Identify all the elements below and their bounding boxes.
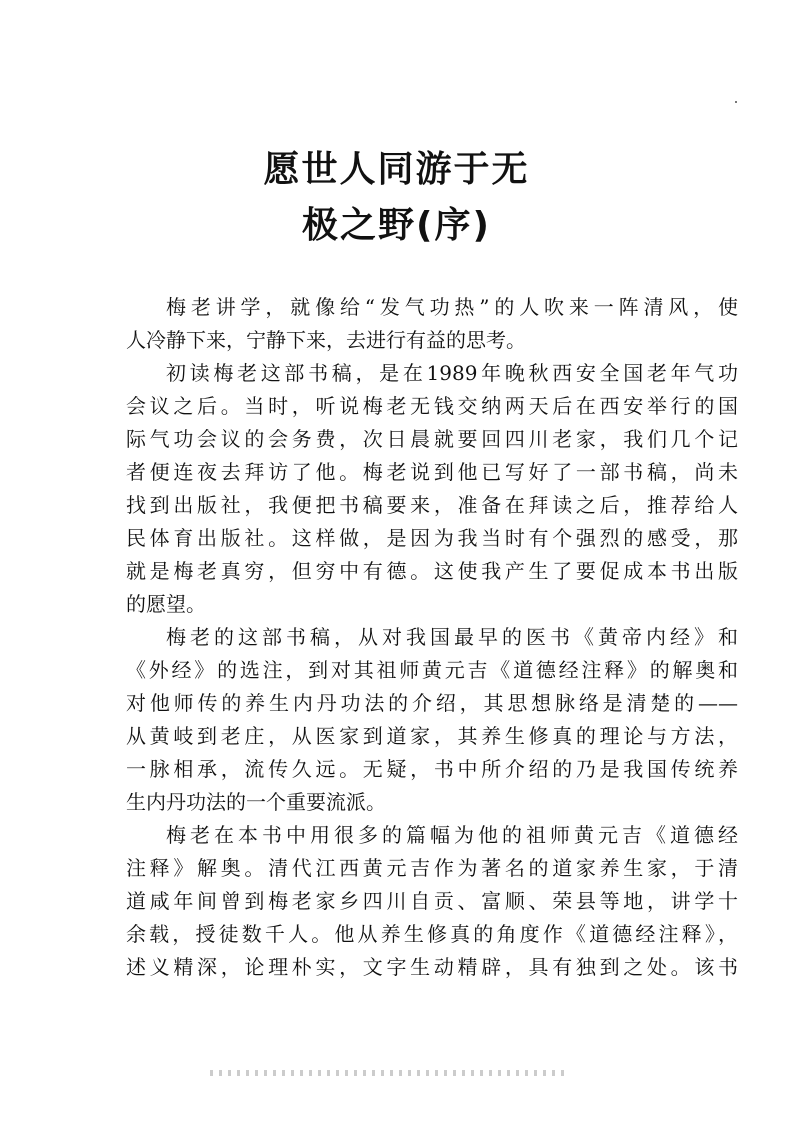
text-line: 民体育出版社。这样做，是因为我当时有个强烈的感受，那 [126,526,738,550]
text-line: 从黄岐到老庄，从医家到道家，其养生修真的理论与方法， [126,724,738,748]
body-text [126,291,738,984]
page-title-line-1: 愿世人同游于无 [263,149,530,190]
text-line: 对他师传的养生内丹功法的介绍，其思想脉络是清楚的—— [126,691,738,715]
text-line: 梅老在本书中用很多的篇幅为他的祖师黄元吉《道德经 [166,823,738,847]
text-line: 生内丹功法的一个重要流派。 [126,790,386,814]
text-line: 者便连夜去拜访了他。梅老说到他已写好了一部书稿，尚未 [126,460,738,484]
text-line: 余载，授徒数千人。他从养生修真的角度作《道德经注释》， [126,922,738,946]
text-line: 的愿望。 [126,592,206,616]
page-title-line-2: 极之野(序) [302,205,491,246]
text-line: 道咸年间曾到梅老家乡四川自贡、富顺、荣县等地，讲学十 [126,889,738,913]
text-line: 梅老讲学，就像给“发气功热”的人吹来一阵清风，使 [166,295,738,319]
text-line: 梅老的这部书稿，从对我国最早的医书《黄帝内经》和 [166,625,738,649]
scan-speck [735,101,737,103]
text-line: 就是梅老真穷，但穷中有德。这使我产生了要促成本书出版 [126,559,738,583]
text-line: 述义精深，论理朴实，文字生动精辟，具有独到之处。该书 [126,955,738,979]
text-line: 一脉相承，流传久远。无疑，书中所介绍的乃是我国传统养 [126,757,738,781]
text-line: 际气功会议的会务费，次日晨就要回四川老家，我们几个记 [126,427,738,451]
scan-noise-strip [210,1070,570,1076]
text-line: 初读梅老这部书稿，是在1989年晚秋西安全国老年气功 [166,361,738,385]
text-line: 注释》解奥。清代江西黄元吉作为著名的道家养生家，于清 [126,856,738,880]
text-line: 找到出版社，我便把书稿要来，准备在拜读之后，推荐给人 [126,493,738,517]
text-line: 会议之后。当时，听说梅老无钱交纳两天后在西安举行的国 [126,394,738,418]
text-line: 《外经》的选注，到对其祖师黄元吉《道德经注释》的解奥和 [126,658,738,682]
text-line: 人冷静下来，宁静下来，去进行有益的思考。 [126,328,526,352]
